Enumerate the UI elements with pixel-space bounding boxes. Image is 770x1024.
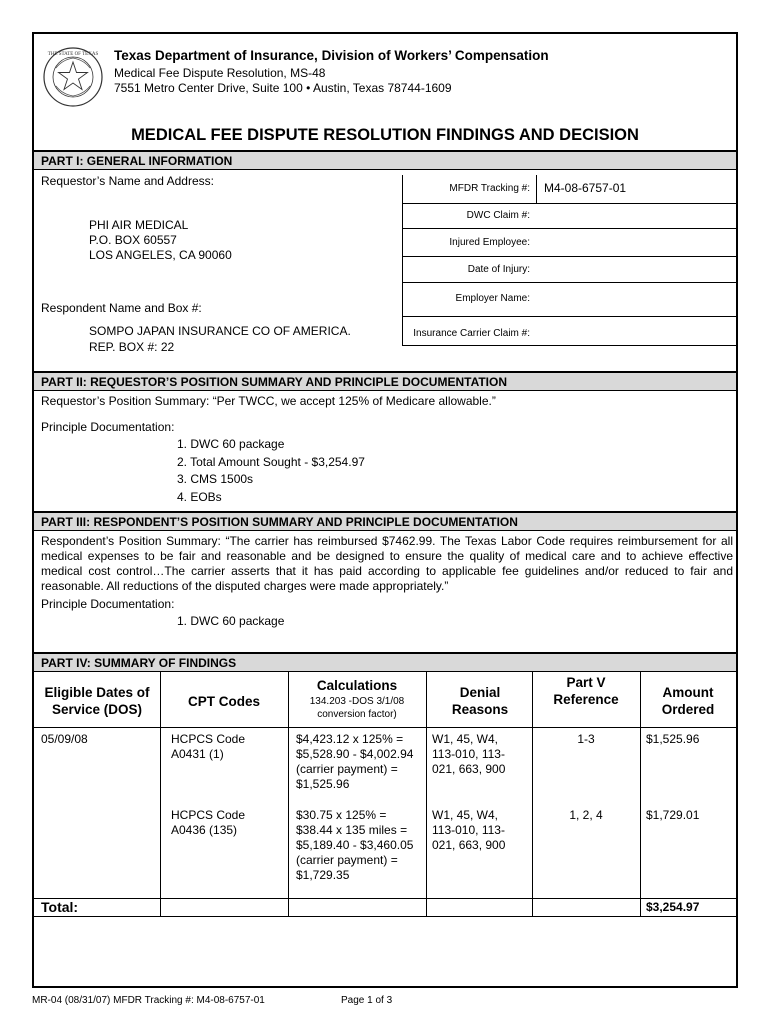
part3-heading: PART III: RESPONDENT’S POSITION SUMMARY AND PRINCIPLE DOCUMENTATION	[34, 511, 736, 531]
svg-text:THE STATE OF TEXAS: THE STATE OF TEXAS	[47, 52, 99, 57]
col-calc-subheader: 134.203 -DOS 3/1/08 conversion factor)	[309, 696, 405, 720]
employee-label: Injured Employee:	[449, 237, 530, 248]
row1-dos: 05/09/08	[41, 732, 88, 746]
row2-calc: $30.75 x 125% = $38.44 x 135 miles = $5,189.40 - $3,460.05 (carrier payment) = $1,729.35	[296, 808, 414, 882]
form-frame	[32, 32, 738, 988]
requestor-label: Requestor’s Name and Address:	[41, 174, 214, 188]
texas-state-seal-icon	[42, 46, 104, 108]
requestor-line-2: P.O. BOX 60557	[89, 233, 177, 247]
row2-amount: $1,729.01	[646, 808, 700, 822]
injury-label: Date of Injury:	[467, 264, 530, 275]
tracking-label: MFDR Tracking #:	[449, 183, 530, 194]
requestor-summary: Requestor’s Position Summary: “Per TWCC, we accept 125% of Medicare allowable.”	[41, 394, 496, 408]
col-calc-header: Calculations	[316, 678, 398, 693]
respondent-line-1: SOMPO JAPAN INSURANCE CO OF AMERICA.	[89, 324, 351, 338]
col-ref-header: Part V Reference	[553, 675, 619, 707]
footer-form-id: MR-04 (08/31/07) MFDR Tracking #: M4-08-6757-01	[32, 995, 265, 1006]
part2-heading: PART II: REQUESTOR’S POSITION SUMMARY AND PRINCIPLE DOCUMENTATION	[34, 371, 736, 391]
requestor-line-1: PHI AIR MEDICAL	[89, 218, 189, 232]
claim-label: DWC Claim #:	[466, 210, 530, 221]
part1-heading: PART I: GENERAL INFORMATION	[34, 150, 736, 170]
part2-doc-2: 2. Total Amount Sought - $3,254.97	[177, 455, 365, 469]
row1-denial: W1, 45, W4, 113-010, 113-021, 663, 900	[432, 732, 506, 776]
row2-cpt: HCPCS Code A0436 (135)	[171, 808, 246, 837]
tracking-value: M4-08-6757-01	[544, 181, 627, 195]
respondent-label: Respondent Name and Box #:	[41, 301, 202, 315]
col-cpt-header: CPT Codes	[187, 694, 260, 709]
agency-name: Texas Department of Insurance, Division of Workers’ Compensation	[114, 48, 549, 63]
total-label: Total:	[41, 899, 79, 915]
part3-doc-label: Principle Documentation:	[41, 597, 175, 611]
respondent-summary: Respondent’s Position Summary: “The carrier has reimbursed $7462.99. The Texas Labor Code requires reimbursement for all medical expenses to be fair and reasonable and be designed to ensure the quality of medical care and to achieve effective medical cost control…The carrier asserts that it has paid according to applicable fee guidelines and/or reduced to fair and reasonable. All reductions of the disputed charges were made appropriately.”	[41, 534, 733, 593]
col-denial-header: Denial Reasons	[451, 685, 509, 717]
row1-calc: $4,423.12 x 125% = $5,528.90 - $4,002.94 (carrier payment) = $1,525.96	[296, 732, 414, 791]
respondent-line-2: REP. BOX #: 22	[89, 340, 175, 354]
row1-cpt: HCPCS Code A0431 (1)	[171, 732, 246, 761]
employer-label: Employer Name:	[455, 293, 530, 304]
col-amount-header: Amount Ordered	[661, 685, 715, 717]
part2-doc-1: 1. DWC 60 package	[177, 437, 285, 451]
row1-ref: 1-3	[577, 732, 595, 746]
requestor-line-3: LOS ANGELES, CA 90060	[89, 248, 232, 262]
part3-doc-1: 1. DWC 60 package	[177, 614, 285, 628]
row2-ref: 1, 2, 4	[569, 808, 603, 822]
part2-doc-3: 3. CMS 1500s	[177, 472, 254, 486]
part4-heading: PART IV: SUMMARY OF FINDINGS	[34, 652, 736, 672]
col-dos-header: Eligible Dates of Service (DOS)	[44, 685, 150, 717]
footer-page-number: Page 1 of 3	[341, 995, 393, 1006]
row2-denial: W1, 45, W4, 113-010, 113-021, 663, 900	[432, 808, 506, 852]
carrier-claim-label: Insurance Carrier Claim #:	[413, 328, 530, 339]
agency-address: 7551 Metro Center Drive, Suite 100 • Austin, Texas 78744-1609	[114, 81, 452, 95]
agency-unit: Medical Fee Dispute Resolution, MS-48	[114, 66, 326, 80]
total-amount: $3,254.97	[646, 900, 700, 914]
part2-doc-label: Principle Documentation:	[41, 420, 175, 434]
part2-doc-4: 4. EOBs	[177, 490, 222, 504]
page-title: MEDICAL FEE DISPUTE RESOLUTION FINDINGS AND DECISION	[131, 126, 639, 144]
row1-amount: $1,525.96	[646, 732, 700, 746]
